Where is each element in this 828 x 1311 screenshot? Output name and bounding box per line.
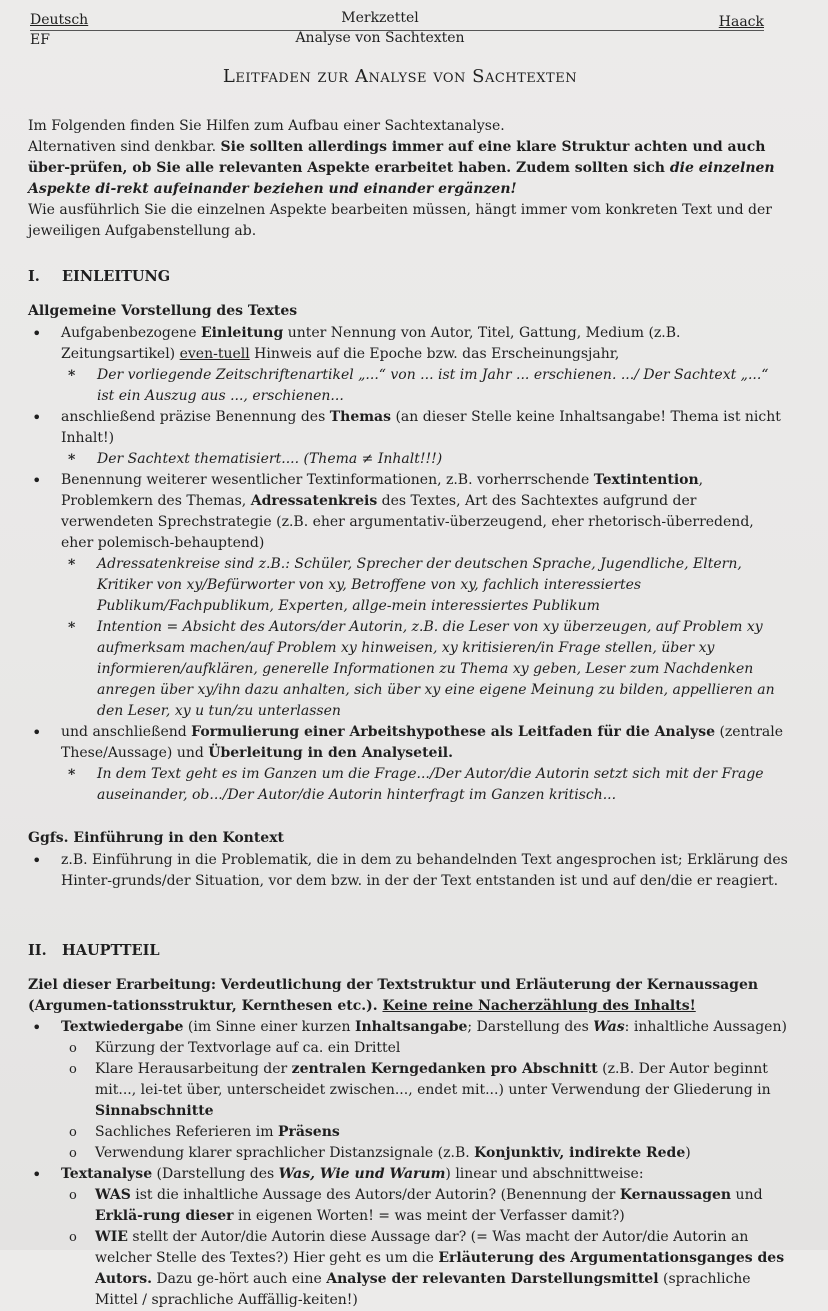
bullet-list [28,850,788,892]
item-bold: zentralen Kerngedanken pro Abschnitt [291,1061,598,1077]
item-text: Verwendung klarer sprachlicher Distanzsignale (z.B. [95,1145,475,1161]
item-bold-italic: Was, Wie und Warum [278,1166,446,1182]
sub-item: o Kürzung der Textvorlage auf ca. ein Drittel [61,1038,788,1059]
sub-item [61,1143,788,1164]
intro-text: Alternativen sind denkbar. [28,139,221,155]
item-text: : inhaltliche Aussagen) [624,1019,787,1035]
spacer [28,892,788,928]
example-list [61,449,788,470]
item-text: (im Sinne einer kurzen [183,1019,355,1035]
list-item [28,470,788,722]
item-text: (sprachliche Mittel / sprachliche Auffällig-keiten!) [95,1271,751,1308]
intro-bold-italic: die einzelnen Aspekte di-rekt aufeinander beziehen und einander ergänzen! [28,160,775,197]
bullet-list [28,323,788,806]
item-text: (z.B. Der Autor beginnt mit..., lei-tet über, unterscheidet zwischen..., endet mit...) unter Verwendung der Gliederung in [95,1061,771,1098]
list-item [28,323,788,407]
item-text: Dazu ge-hört auch eine [151,1271,327,1287]
item-bold: Sinnabschnitte [95,1103,214,1119]
intro-paragraph [28,116,788,242]
list-item [28,1017,788,1164]
item-bold: Präsens [277,1124,340,1140]
item-text: Klare Herausarbeitung der [95,1061,292,1077]
sub-item [61,1185,788,1227]
doc-type-label: Merkzettel [341,10,419,26]
header-center [0,8,760,48]
item-text: und [731,1187,763,1203]
example-list [61,764,788,806]
spacer [28,806,788,828]
intro-bold: Sie sollten allerdings immer auf eine klare Struktur achten und auch über-prüfen, ob Sie alle relevanten Aspekte erarbeitet haben. Zudem sollten sich [28,139,766,176]
document-body [28,116,788,1311]
list-item: • z.B. Einführung in die Problematik, die in dem zu behandelnden Text angesprochen ist; Erklärung des Hinter-grunds/der Situation, vor dem bzw. in der der Text entstanden ist und auf den/die er reagiert. [28,850,788,892]
subheading: Allgemeine Vorstellung des Textes [28,303,298,319]
sub-item [61,1122,788,1143]
item-bold: Erläuterung des Argumentationsganges des Autors. [95,1250,785,1287]
item-bold: Textwiedergabe [61,1019,184,1035]
item-text: und anschließend [61,724,192,740]
intro-line: Im Folgenden finden Sie Hilfen zum Aufbau einer Sachtextanalyse. [28,118,505,134]
item-bold: Textintention [593,472,699,488]
bullet-list [28,1017,788,1311]
goal-text: Ziel dieser Erarbeitung: Verdeutlichung der Textstruktur und Erläuterung der Kernaussagen (Argumen-tationsstruktur, Kernthesen etc.). [28,977,759,1014]
example-item: * Der vorliegende Zeitschriftenartikel „...“ von ... ist im Jahr ... erschienen. .../ Der Sachtext „...“ ist ein Auszug aus ..., erschienen... [61,365,788,407]
item-text: (Darstellung des [152,1166,279,1182]
section-title: HAUPTTEIL [62,942,160,959]
page-title: Leitfaden zur Analyse von Sachtexten [222,66,578,87]
item-bold: Inhaltsangabe [354,1019,468,1035]
item-text: Aufgabenbezogene [61,325,201,341]
item-bold: Konjunktiv, indirekte Rede [474,1145,686,1161]
item-text: Hinweis auf die Epoche bzw. das Erscheinungsjahr, [249,346,620,362]
item-text: , Problemkern des Themas, [61,472,704,509]
example-item: * Adressatenkreise sind z.B.: Schüler, Sprecher der deutschen Sprache, Jugendliche, Eltern, Kritiker von xy/Befürworter von xy, Betroffene von xy, fachlich interessiertes Publikum/Fachpublikum, Experten, allge-mein interessiertes Publikum [61,554,788,617]
sub-list [61,1038,788,1164]
list-item [28,1164,788,1311]
item-text: ; Darstellung des [467,1019,594,1035]
item-bold: Textanalyse [61,1166,153,1182]
example-item: * Intention = Absicht des Autors/der Autorin, z.B. die Leser von xy überzeugen, auf Problem xy aufmerksam machen/auf Problem xy hinweisen, xy kritisieren/in Frage stellen, über xy informieren/aufklären, generelle Informationen zu Thema xy geben, Leser zum Nachdenken anregen über xy/ihn dazu anhalten, sich über xy eine eigene Meinung zu bilden, appellieren an den Leser, xy u tun/zu unterlassen [61,617,788,722]
example-item: * In dem Text geht es im Ganzen um die Frage.../Der Autor/die Autorin setzt sich mit der Frage auseinander, ob.../Der Autor/die Autorin hinterfragt im Ganzen kritisch... [61,764,788,806]
item-text: stellt der Autor/die Autorin diese Aussage dar? (= Was macht der Autor/die Autorin an welcher Stelle des Textes?) Hier geht es um die [95,1229,749,1266]
item-text: ) [685,1145,691,1161]
topic-label: Analyse von Sachtexten [295,30,465,46]
section-heading-einleitung [28,266,788,287]
item-bold: Erklä-rung dieser [95,1208,234,1224]
list-item [28,722,788,806]
section-heading-hauptteil [28,940,788,961]
item-bold: WAS [95,1187,131,1203]
item-text: unter Nennung von Autor, Titel, Gattung, Medium (z.B. Zeitungsartikel) [61,325,681,362]
item-text: anschließend präzise Benennung des [61,409,330,425]
goal-underline: Keine reine Nacherzählung des Inhalts! [382,998,696,1014]
item-text: ist die inhaltliche Aussage des Autors/der Autorin? (Benennung der [130,1187,620,1203]
item-text: des Textes, Art des Sachtextes aufgrund der verwendeten Sprechstrategie (z.B. eher argumentativ-überzeugend, eher rhetorisch-überredend, eher polemisch-behauptend) [61,493,754,551]
example-item: * Der Sachtext thematisiert.... (Thema ≠ Inhalt!!!) [61,449,788,470]
section-title: EINLEITUNG [62,268,171,285]
list-item [28,407,788,470]
item-bold: Themas [329,409,392,425]
item-underline: even-tuell [179,346,250,362]
item-text: Benennung weiterer wesentlicher Textinformationen, z.B. vorherrschende [61,472,594,488]
intro-line: Wie ausführlich Sie die einzelnen Aspekte bearbeiten müssen, hängt immer vom konkreten Text und der jeweiligen Aufgabenstellung ab. [28,202,772,239]
author-label: Haack [718,14,764,30]
example-list [61,554,788,722]
item-bold: WIE [95,1229,128,1245]
course-label: EF [30,32,50,48]
example-list [61,365,788,407]
item-bold: Überleitung in den Analyseteil. [208,745,453,761]
subject-label: Deutsch [30,12,89,28]
sub-item [61,1059,788,1122]
item-text: in eigenen Worten! = was meint der Verfasser damit?) [233,1208,625,1224]
item-bold: Adressatenkreis [250,493,378,509]
item-text: (zentrale These/Aussage) und [61,724,784,761]
item-bold: Analyse der relevanten Darstellungsmittel [326,1271,659,1287]
item-text: Sachliches Referieren im [95,1124,278,1140]
item-text: ) linear und abschnittweise: [445,1166,644,1182]
item-text: (an dieser Stelle keine Inhaltsangabe! Thema ist nicht Inhalt!) [61,409,781,446]
sub-list [61,1185,788,1311]
item-bold: Kernaussagen [619,1187,732,1203]
intro-line [28,137,788,200]
item-bold-italic: Was [593,1019,625,1035]
header-rule [30,30,764,31]
goal-paragraph [28,975,788,1017]
sub-item [61,1227,788,1311]
subheading: Ggfs. Einführung in den Kontext [28,830,285,846]
item-bold: Einleitung [200,325,284,341]
item-bold: Formulierung einer Arbeitshypothese als Leitfaden für die Analyse [191,724,716,740]
section-number: I. [28,268,40,285]
section-number: II. [28,942,47,959]
